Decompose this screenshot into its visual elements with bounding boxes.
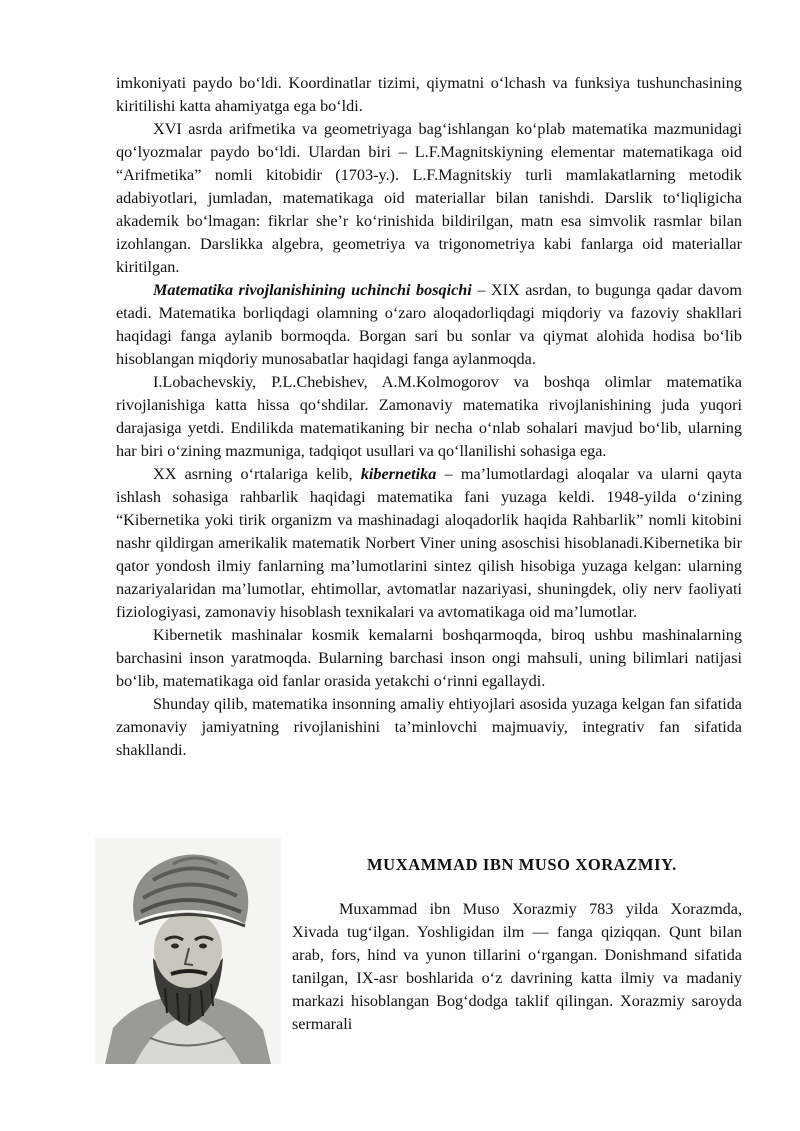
emphasis-term: Matematika rivojlanishining uchinchi bosqichi	[153, 281, 472, 299]
paragraph-3	[116, 279, 742, 371]
paragraph-text: I.Lobachevskiy, P.L.Chebishev, A.M.Kolmogorov va boshqa olimlar matematika rivojlanishiga katta hissa qo‘shdilar. Zamonaviy matematika rivojlanishining juda yuqori darajasiga yetdi. Endilikda matematikaning bir necha o‘nlab sohalari mavjud bo‘lib, ularning har biri o‘zining mazmuniga, tadqiqot usullari va qo‘llanilishi sohasiga ega.	[116, 373, 742, 460]
paragraph-text: XX asrning o‘rtalariga kelib,	[153, 465, 361, 483]
biography-section	[95, 838, 755, 1068]
paragraph-text: XVI asrda arifmetika va geometriyaga bag‘ishlangan ko‘plab matematika mazmunidagi qo‘lyozmalar paydo bo‘ldi. Ulardan biri – L.F.Magnitskiyning elementar matematikaga oid “Arifmetika” nomli kitobidir (1703-y.). L.F.Magnitskiy turli mamlakatlarning metodik adabiyotlari, jumladan, matematikaga oid materiallar bilan tanishdi. Darslik to‘liqligicha akademik bo‘lmagan: fikrlar she’r ko‘rinishida bildirilgan, matn esa simvolik rasmlar bilan izohlangan. Darslikka algebra, geometriya va trigonometriya kabi fanlarga oid materiallar kiritilgan.	[116, 120, 742, 276]
paragraph-7	[116, 693, 742, 762]
portrait-engraving-icon	[95, 838, 281, 1064]
paragraph-text: Shunday qilib, matematika insonning amaliy ehtiyojlari asosida yuzaga kelgan fan sifatida zamonaviy jamiyatning rivojlanishini ta’minlovchi majmuaviy, integrativ fan sifatida shakllandi.	[116, 695, 742, 759]
paragraph-1	[116, 72, 742, 118]
document-body	[116, 72, 742, 762]
paragraph-text: – ma’lumotlardagi aloqalar va ularni qayta ishlash sohasiga rahbarlik haqidagi matematika fani yuzaga keldi. 1948-yilda o‘zining “Kibernetika yoki tirik organizm va mashinadagi aloqadorlik haqida Rahbarlik” nomli kitobini nashr qildirgan amerikalik matematik Norbert Viner uning asoschisi hisoblanadi.Kibernetika bir qator yondosh ilmiy fanlarning ma’lumotlarini sintez qilish hisobiga yuzaga kelgan: ularning nazariyalaridan ma’lumotlar, ehtimollar, avtomatlar nazariyasi, shuningdek, oliy nerv faoliyati fiziologiyasi, zamonaviy hisoblash texnikalari va avtomatikaga oid ma’lumotlar.	[116, 465, 742, 621]
section-heading: MUXAMMAD IBN MUSO XORAZMIY.	[367, 855, 677, 874]
paragraph-text: Kibernetik mashinalar kosmik kemalarni boshqarmoqda, biroq ushbu mashinalarning barchasini inson yaratmoqda. Bularning barchasi inson ongi mahsuli, uning bilimlari natijasi bo‘lib, matematikaga oid fanlar orasida yetakchi o‘rinni egallaydi.	[116, 626, 742, 690]
paragraph-2	[116, 118, 742, 279]
paragraph-5	[116, 463, 742, 624]
biography-text: Muxammad ibn Muso Xorazmiy 783 yilda Xorazmda, Xivada tug‘ilgan. Yoshligidan ilm — fanga qiziqqan. Qunt bilan arab, fors, hind va yunon tillarini o‘rgangan. Donishmand sifatida tanilgan, IX-asr boshlarida o‘z davrining katta ilmiy va madaniy markazi hisoblangan Bog‘dodga taklif qilingan. Xorazmiy saroyda sermarali	[292, 900, 742, 1033]
paragraph-text: – XIX asrdan, to bugunga qadar davom etadi. Matematika borliqdagi olamning o‘zaro aloqadorliqdagi miqdoriy va fazoviy shakllari haqidagi fanga aylanib bormoqda. Borgan sari bu sonlar va qiymat alohida hodisa bo‘lib hisoblangan miqdoriy munosabatlar haqidagi fanga aylanmoqda.	[116, 281, 742, 368]
paragraph-text: imkoniyati paydo bo‘ldi. Koordinatlar tizimi, qiymatni o‘lchash va funksiya tushunchasining kiritilishi katta ahamiyatga ega bo‘ldi.	[116, 74, 742, 115]
paragraph-4	[116, 371, 742, 463]
paragraph-6	[116, 624, 742, 693]
emphasis-term: kibernetika	[360, 465, 437, 483]
